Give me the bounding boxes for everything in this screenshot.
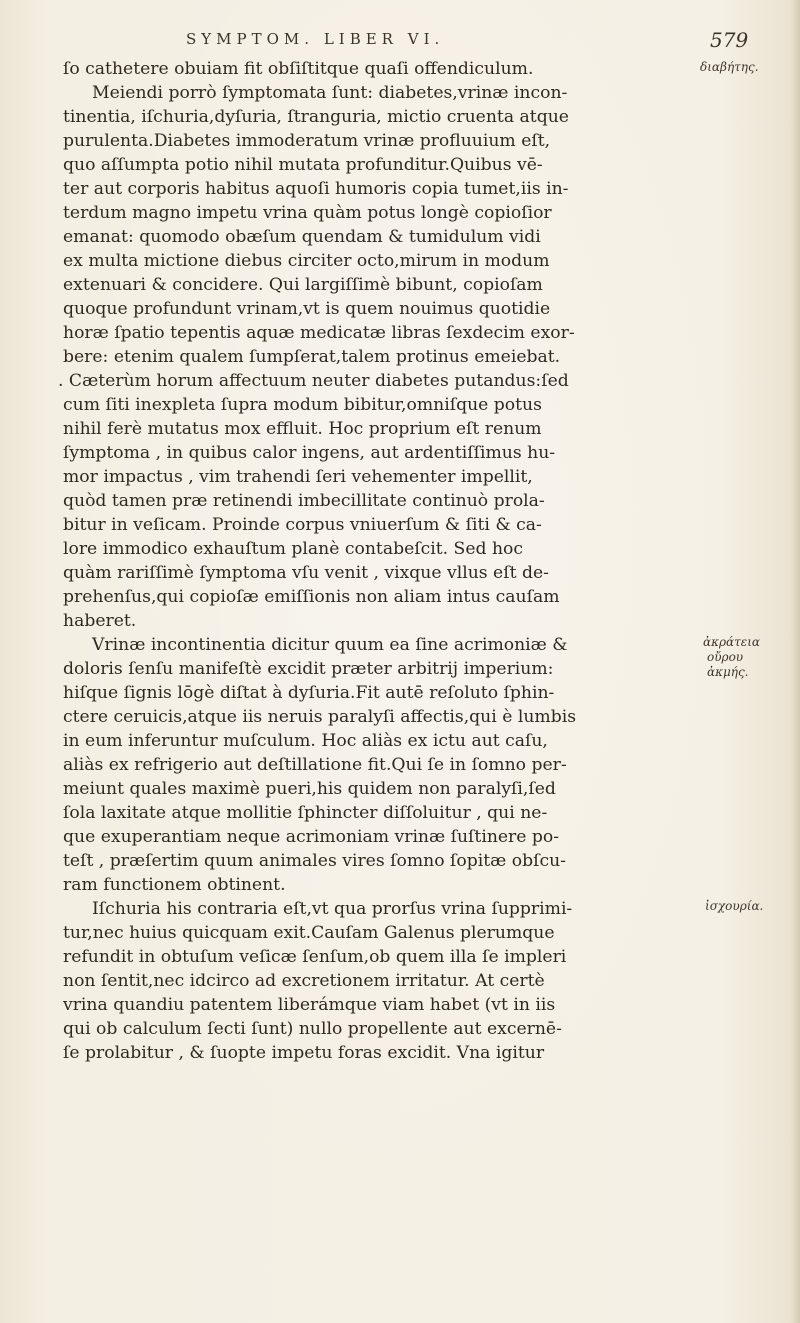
text-line: extenuari & concidere. Qui largiſſimè bibunt, copioſam <box>63 275 543 295</box>
text-line: ſymptoma , in quibus calor ingens, aut ardentiſſimus hu- <box>63 443 556 463</box>
text-line: quo aſſumpta potio nihil mutata profunditur.Quibus vē- <box>63 155 543 175</box>
text-line: terdum magno impetu vrina quàm potus longè copioſior <box>63 203 552 223</box>
text-line: vrina quandiu patentem liberámque viam habet (vt in iis <box>63 995 556 1015</box>
text-line: ter aut corporis habitus aquoſi humoris copia tumet,iis in- <box>63 179 569 199</box>
text-line: ram functionem obtinent. <box>63 875 286 895</box>
page-header <box>0 20 800 56</box>
margin-note: ἀκμής. <box>707 665 749 679</box>
margin-note: ἀκράτεια <box>703 635 761 649</box>
text-line: nihil ferè mutatus mox effluit. Hoc proprium eſt renum <box>63 419 542 439</box>
margin-note: ἰσχουρία. <box>705 899 764 913</box>
margin-note: οὔρου <box>707 650 744 664</box>
text-line: ſola laxitate atque mollitie ſphincter diſſoluitur , qui ne- <box>63 803 548 823</box>
text-line: Meiendi porrò ſymptomata ſunt: diabetes,vrinæ incon- <box>92 83 568 103</box>
text-line: Iſchuria his contraria eſt,vt qua prorſus vrina ſupprimi- <box>92 899 573 919</box>
text-line: refundit in obtuſum veſicæ ſenſum,ob quem illa ſe impleri <box>63 947 567 967</box>
page-edge-shadow <box>790 0 800 1323</box>
text-line: purulenta.Diabetes immoderatum vrinæ profluuium eſt, <box>63 131 551 151</box>
text-line: quòd tamen præ retinendi imbecillitate continuò prola- <box>63 491 545 511</box>
text-line: in eum inferuntur muſculum. Hoc aliàs ex ictu aut caſu, <box>63 731 548 751</box>
text-line: quoque profundunt vrinam,vt is quem nouimus quotidie <box>63 299 551 319</box>
text-line: lore immodico exhauſtum planè contabeſcit. Sed hoc <box>63 539 524 559</box>
text-line: ex multa mictione diebus circiter octo,mirum in modum <box>63 251 550 271</box>
text-line: aliàs ex refrigerio aut deſtillatione fit.Qui ſe in ſomno per- <box>63 755 567 775</box>
text-line: qui ob calculum ſecti ſunt) nullo propellente aut excernē- <box>63 1019 562 1039</box>
text-line: bere: etenim qualem ſumpſerat,talem protinus emeiebat. <box>63 347 561 367</box>
text-line: que exuperantiam neque acrimoniam vrinæ ſuſtinere po- <box>63 827 560 847</box>
text-line: bitur in veſicam. Proinde corpus vniuerſum & ſiti & ca- <box>63 515 542 535</box>
page-number: 579 <box>710 28 749 52</box>
margin-note: διαβήτης. <box>700 60 759 74</box>
text-line: non ſentit,nec idcirco ad excretionem irritatur. At certè <box>63 971 545 991</box>
text-line: haberet. <box>63 611 137 631</box>
text-line: quàm rariſſimè ſymptoma vſu venit , vixque vllus eſt de- <box>63 563 549 583</box>
text-line: teſt , præſertim quum animales vires ſomno ſopitæ obſcu- <box>63 851 566 871</box>
text-line: Vrinæ incontinentia dicitur quum ea ſine acrimoniæ & <box>92 635 568 655</box>
text-line: prehenſus,qui copioſæ emiſſionis non aliam intus cauſam <box>63 587 560 607</box>
text-line: meiunt quales maximè pueri,his quidem non paralyſi,ſed <box>63 779 556 799</box>
text-line: ſo cathetere obuiam fit obſiſtitque quaſi offendiculum. <box>63 59 534 79</box>
text-line: mor impactus , vim trahendi ſeri vehementer impellit, <box>63 467 533 487</box>
text-line: horæ ſpatio tepentis aquæ medicatæ libras ſexdecim exor- <box>63 323 575 343</box>
text-line: . Cæterùm horum affectuum neuter diabetes putandus:ſed <box>58 371 569 391</box>
text-line: ctere ceruicis,atque iis neruis paralyſi affectis,qui è lumbis <box>63 707 577 727</box>
text-line: cum ſiti inexpleta ſupra modum bibitur,omniſque potus <box>63 395 542 415</box>
text-line: ſe prolabitur , & ſuopte impetu foras excidit. Vna igitur <box>63 1043 545 1063</box>
text-line: tinentia, iſchuria,dyſuria, ſtranguria, mictio cruenta atque <box>63 107 569 127</box>
text-line: tur,nec huius quicquam exit.Cauſam Galenus plerumque <box>63 923 555 943</box>
text-line: emanat: quomodo obæſum quendam & tumidulum vidi <box>63 227 541 247</box>
running-head: SYMPTOM. LIBER VI. <box>186 30 445 48</box>
text-line: hiſque ſignis lōgè diſtat à dyſuria.Fit autē reſoluto ſphin- <box>63 683 555 703</box>
text-line: doloris ſenſu manifeſtè excidit præter arbitrij imperium: <box>63 659 554 679</box>
